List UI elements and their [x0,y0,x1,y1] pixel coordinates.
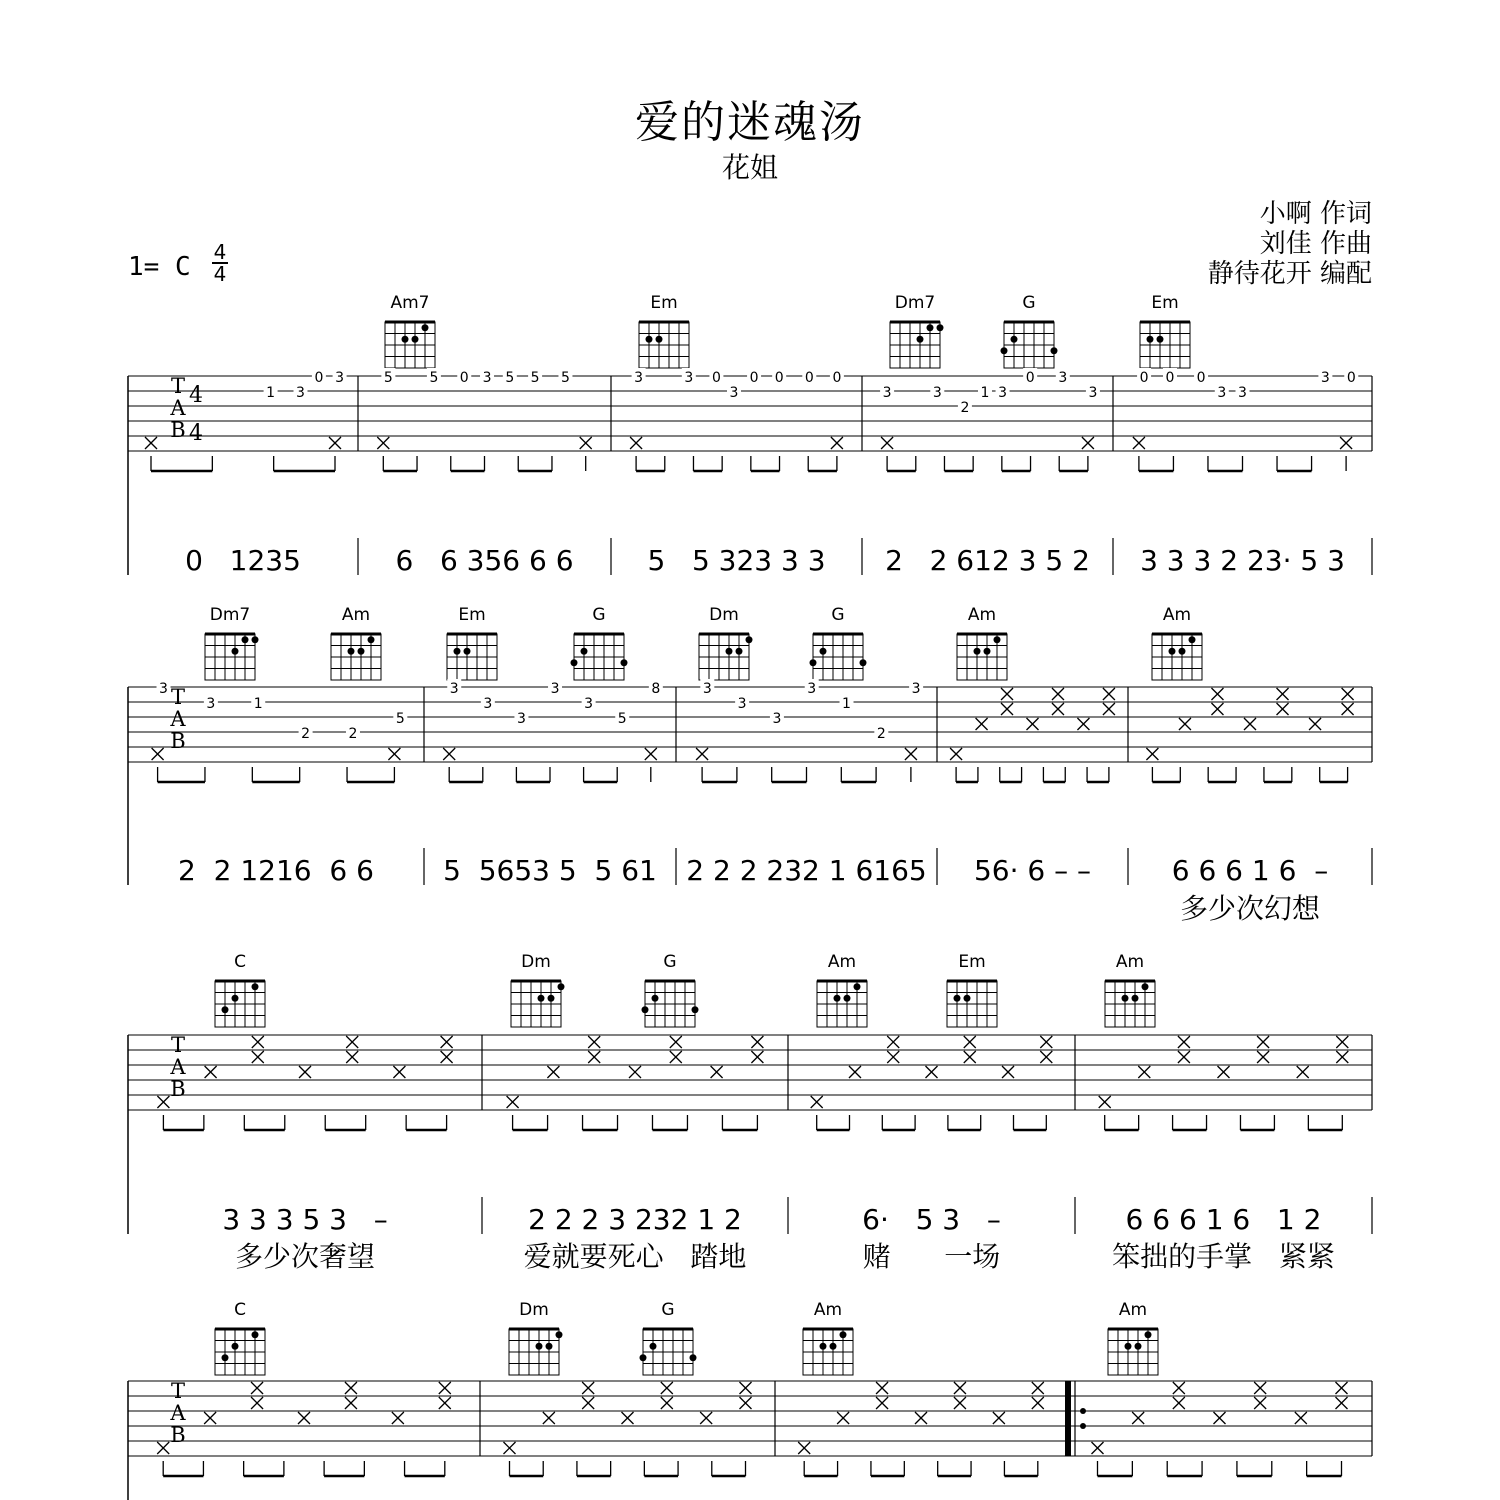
chord-diagram-em [447,605,497,680]
muted-string-mark [1092,1442,1104,1454]
tab-fret-number: 2 [960,400,970,416]
muted-string-mark [443,748,455,760]
chord-diagram-am [1152,605,1202,680]
tab-fret-number: 3 [911,681,921,697]
chord-diagram-g [571,605,628,680]
tab-clef-letter: B [170,1077,186,1101]
tab-clef-letter: A [170,396,186,420]
chord-name: Am [341,605,371,625]
muted-string-mark [152,748,164,760]
chord-name: Am [813,1300,843,1320]
melody-notation: 6 6 6 1 6 – [1171,854,1329,887]
muted-string-mark [645,748,657,760]
tab-clef-letter: B [170,729,186,753]
chord-name: C [234,1300,246,1320]
melody-notation: 2 2 2 232 1 6165 [686,854,927,887]
chord-diagram-g [640,1300,697,1375]
muted-string-mark [1082,437,1094,449]
muted-string-mark [630,437,642,449]
muted-string-mark [1099,1096,1111,1108]
muted-string-mark [849,1066,861,1078]
chord-name: Dm [519,1300,549,1320]
tab-fret-number: 3 [449,681,459,697]
tab-fret-number: 0 [1139,370,1149,386]
tab-fret-number: 1 [266,385,276,401]
tab-fret-number: 2 [348,726,358,742]
muted-string-mark [1002,1066,1014,1078]
repeat-dot [1080,1408,1086,1414]
tab-fret-number: 3 [932,385,942,401]
muted-string-mark [1133,437,1145,449]
muted-string-mark [950,748,962,760]
muted-string-mark [696,748,708,760]
chord-name: G [663,952,677,972]
chord-diagram-am [957,605,1007,680]
melody-notation: 2 2 2 3 232 1 2 [528,1203,742,1236]
arranger-credit: 静待花开 编配 [1207,259,1372,289]
tab-clef-letter: A [170,707,186,731]
measure [1133,368,1358,577]
lyric-text: 笨拙的手掌 紧紧 [1112,1240,1335,1273]
tab-fret-number: 2 [301,726,311,742]
muted-string-mark [377,437,389,449]
tab-clef-letter: T [170,374,186,398]
score-system [128,952,1372,1273]
measure [1092,1300,1348,1476]
chord-diagram-dm7 [890,293,944,368]
tab-fret-number: 0 [749,370,759,386]
tab-fret-number: 0 [774,370,784,386]
tab-fret-number: 3 [729,385,739,401]
tab-fret-number: 5 [383,370,393,386]
tab-fret-number: 3 [772,711,782,727]
composer-credit: 刘佳 作曲 [1259,229,1372,259]
muted-string-mark [1146,748,1158,760]
tab-fret-number: 5 [530,370,540,386]
muted-string-mark [393,1066,405,1078]
tab-clef [169,1379,186,1447]
tab-fret-number: 5 [560,370,570,386]
tab-fret-number: 2 [876,726,886,742]
muted-string-mark [299,1066,311,1078]
muted-string-mark [1132,1412,1144,1424]
measure [1146,605,1353,925]
chord-diagram-dm7 [205,605,259,680]
chord-name: G [1022,293,1036,313]
tab-fret-number: 3 [516,711,526,727]
tab-fret-number: 3 [1320,370,1330,386]
measure [798,1300,1044,1476]
chord-name: Dm [709,605,739,625]
muted-string-mark [392,1412,404,1424]
lyric-text: 赌 一场 [862,1240,1001,1273]
measure [686,605,926,887]
chord-name: Dm7 [209,605,251,625]
tab-fret-number: 3 [807,681,817,697]
tab-fret-number: 3 [702,681,712,697]
chord-diagram-dm [511,952,565,1027]
lyric-text: 爱就要死心 踏地 [523,1240,747,1273]
tab-fret-number: 3 [483,696,493,712]
tab-clef-letter: A [170,1055,186,1079]
tab-fret-number: 3 [1058,370,1068,386]
muted-string-mark [329,437,341,449]
chord-diagram-g [810,605,867,680]
chord-diagram-dm [509,1300,563,1375]
muted-string-mark [629,1066,641,1078]
muted-string-mark [1309,718,1321,730]
chord-name: Am [827,952,857,972]
chord-name: Dm7 [894,293,936,313]
measure [157,1300,451,1476]
muted-string-mark [1295,1412,1307,1424]
muted-string-mark [298,1412,310,1424]
muted-string-mark [1077,718,1089,730]
chord-diagram-dm [699,605,753,680]
tab-fret-number: 3 [737,696,747,712]
muted-string-mark [1340,437,1352,449]
tab-fret-number: 5 [505,370,515,386]
chord-name: G [831,605,845,625]
tab-fret-number: 3 [684,370,694,386]
chord-name: Dm [521,952,551,972]
muted-string-mark [1214,1412,1226,1424]
muted-string-mark [831,437,843,449]
chord-diagram-c [215,1300,265,1375]
lyric-text: 多少次奢望 [234,1240,376,1273]
muted-string-mark [1027,718,1039,730]
tab-fret-number: 1 [980,385,990,401]
muted-string-mark [1179,718,1191,730]
tab-fret-number: 0 [711,370,721,386]
chord-name: Am [1115,952,1145,972]
tab-clef [169,374,186,442]
melody-notation: 6 6 6 1 6 1 2 [1125,1203,1322,1236]
tab-fret-number: 3 [882,385,892,401]
chord-name: Am [1118,1300,1148,1320]
chord-diagram-em [639,293,689,368]
tab-fret-number: 3 [1088,385,1098,401]
chord-diagram-am [817,952,867,1027]
tab-fret-number: 0 [459,370,469,386]
tab-fret-number: 3 [335,370,345,386]
chord-name: Em [1151,293,1179,313]
measure [630,293,1057,577]
melody-notation: 5 5653 5 5 61 [443,854,657,887]
chord-diagram-em [1140,293,1190,368]
muted-string-mark [700,1412,712,1424]
chord-name: Am7 [390,293,430,313]
chord-name: Em [958,952,986,972]
muted-string-mark [837,1412,849,1424]
chord-diagram-am [1108,1300,1158,1375]
chord-name: G [592,605,606,625]
muted-string-mark [905,748,917,760]
muted-string-mark [543,1412,555,1424]
muted-string-mark [1244,718,1256,730]
chord-name: Em [650,293,678,313]
melody-notation: 3 3 3 5 3 – [222,1203,388,1236]
chord-diagram-am [1105,952,1155,1027]
tab-fret-number: 3 [159,681,168,697]
tab-fret-number: 3 [634,370,644,386]
chord-diagram-am [331,605,381,680]
tab-fret-number: 0 [314,370,324,386]
muted-string-mark [580,437,592,449]
chord-diagram-am [803,1300,853,1375]
muted-string-mark [205,1066,217,1078]
measure [377,293,689,577]
chord-name: Am [1162,605,1192,625]
tab-fret-number: 3 [206,696,216,712]
chord-diagram-g [1001,293,1058,368]
tab-fret-number: 0 [1346,370,1356,386]
muted-string-mark [504,1442,516,1454]
tab-fret-number: 8 [651,681,661,697]
chord-name: G [661,1300,675,1320]
chord-diagram-c [215,952,265,1027]
tab-clef [169,1033,186,1101]
tab-clef [169,685,186,753]
tab-fret-number: 5 [429,370,439,386]
score-system [128,293,1372,577]
artist-name: 花姐 [721,151,778,184]
time-signature-top: 4 [213,240,227,264]
muted-string-mark [881,437,893,449]
tab-fret-number: 0 [832,370,842,386]
lyric-text: 多少次幻想 [1179,892,1321,925]
measure [950,605,1115,887]
muted-string-mark [811,1096,823,1108]
melody-notation: 6 6 356 6 6 [395,544,574,577]
tab-fret-number: 0 [1025,370,1035,386]
tab-fret-number: 3 [1238,385,1247,401]
muted-string-mark [711,1066,723,1078]
repeat-barline [1065,1381,1071,1456]
tab-clef-letter: B [170,418,186,442]
muted-string-mark [622,1412,634,1424]
tab-fret-number: 3 [296,385,305,401]
chord-name: C [234,952,246,972]
measure [1099,952,1349,1273]
tab-fret-number: 3 [584,696,594,712]
measure [880,293,1190,577]
muted-string-mark [388,748,400,760]
measure [157,952,452,1273]
measure [811,952,1053,1273]
chord-diagram-em [947,952,997,1027]
melody-notation: 5 5 323 3 3 [647,544,826,577]
tab-clef-letter: T [170,1379,186,1403]
tab-fret-number: 1 [842,696,851,712]
measure [504,1300,752,1476]
key-signature: 1= C [128,252,191,282]
tab-fret-number: 0 [804,370,814,386]
tab-fret-number: 3 [550,681,560,697]
melody-notation: 2 2 612 3 5 2 [885,544,1090,577]
measure [443,605,663,887]
chord-name: Am [967,605,997,625]
tab-time-top: 4 [189,383,203,408]
melody-notation: 6· 5 3 – [862,1203,1001,1236]
melody-notation: 3 3 3 2 23· 5 3 [1140,544,1345,577]
muted-string-mark [507,1096,519,1108]
tab-fret-number: 1 [253,696,263,712]
measure [152,605,408,887]
muted-string-mark [993,1412,1005,1424]
repeat-dot [1080,1423,1086,1429]
muted-string-mark [1218,1066,1230,1078]
muted-string-mark [915,1412,927,1424]
tab-fret-number: 5 [617,711,627,727]
melody-notation: 2 2 1216 6 6 [178,854,374,887]
tab-clef-letter: T [170,685,186,709]
tab-fret-number: 3 [482,370,492,386]
tab-fret-number: 3 [998,385,1008,401]
tab-clef-letter: A [170,1401,186,1425]
muted-string-mark [547,1066,559,1078]
muted-string-mark [157,1442,169,1454]
tab-clef-letter: B [170,1423,186,1447]
tab-fret-number: 3 [1217,385,1227,401]
tab-fret-number: 0 [1165,370,1175,386]
measure [507,952,764,1273]
tab-time-bottom: 4 [189,421,203,446]
chord-diagram-am7 [385,293,435,368]
tab-fret-number: 5 [395,711,405,727]
muted-string-mark [926,1066,938,1078]
melody-notation: 0 1235 [185,544,301,577]
muted-string-mark [976,718,988,730]
muted-string-mark [204,1412,216,1424]
score-system [128,605,1372,925]
muted-string-mark [157,1096,169,1108]
muted-string-mark [1138,1066,1150,1078]
muted-string-mark [798,1442,810,1454]
muted-string-mark [1297,1066,1309,1078]
chord-diagram-g [642,952,699,1027]
melody-notation: 56· 6 – – [973,854,1092,887]
score-system [128,1300,1372,1500]
time-signature-bottom: 4 [213,262,227,286]
lyricist-credit: 小啊 作词 [1259,199,1372,229]
tab-clef-letter: T [170,1033,186,1057]
tab-fret-number: 0 [1196,370,1206,386]
muted-string-mark [145,437,157,449]
chord-name: Em [458,605,486,625]
song-title: 爱的迷魂汤 [635,97,865,148]
